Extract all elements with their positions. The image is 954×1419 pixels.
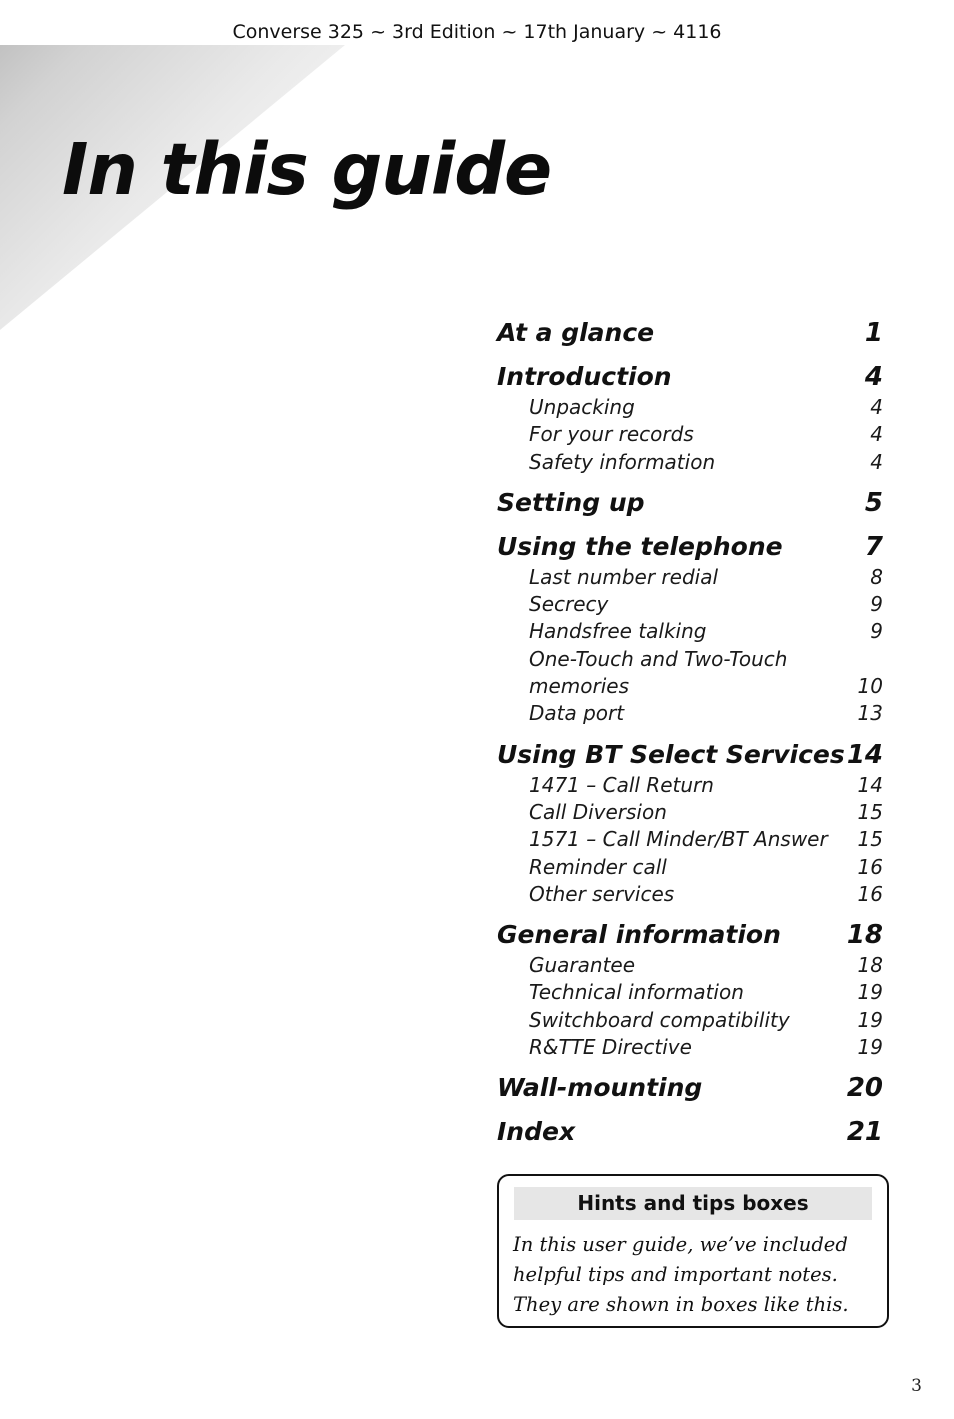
hints-tips-line: In this user guide, we’ve included [513,1233,848,1256]
toc-chapter-page: 20 [846,1073,883,1104]
toc-subentry-label: 1571 – Call Minder/BT Answer [529,827,828,852]
page-title: In this guide [62,128,552,211]
toc-chapter-title: General information [497,920,781,950]
toc-subentry-label: Safety information [529,449,716,474]
toc-chapter-entry[interactable] [497,530,887,564]
toc-subentry-label: Other services [529,881,675,906]
toc-subentry-page: 13 [857,701,883,726]
toc-subentry-label: 1471 – Call Return [529,772,714,797]
toc-chapter-title: Introduction [497,362,672,391]
toc-chapter-title: At a glance [497,318,655,347]
toc-subentry-label: Call Diversion [529,799,667,824]
table-of-contents [497,316,887,1159]
toc-section [497,738,887,908]
document-header: Converse 325 ~ 3rd Edition ~ 17th January ~ 4116 [232,21,722,43]
toc-chapter-title: Setting up [497,487,645,517]
toc-subentry-page: 4 [870,449,883,474]
toc-subentry[interactable] [497,449,887,476]
toc-chapter-page: 21 [846,1117,883,1148]
toc-subentry-label: Unpacking [529,395,635,419]
hints-tips-title: Hints and tips boxes [514,1187,872,1220]
toc-chapter-title: Index [497,1117,576,1147]
toc-subentry[interactable] [497,826,887,853]
toc-subentry[interactable] [497,618,887,645]
toc-subentry-page: 14 [857,772,883,797]
toc-chapter-entry[interactable] [497,1071,887,1105]
toc-subentry-page: 8 [870,564,883,589]
toc-chapter-entry[interactable] [497,486,887,520]
toc-subentry-label: memories [529,674,630,699]
page-number: 3 [911,1376,922,1396]
toc-chapter-page: 18 [846,920,883,951]
toc-subentry-label: Guarantee [529,953,636,978]
toc-subentry-page: 9 [870,619,883,644]
toc-subentry[interactable] [497,799,887,826]
toc-subentry[interactable] [497,772,887,799]
toc-chapter-title: Wall-mounting [497,1073,703,1103]
toc-chapter-entry[interactable] [497,738,887,772]
toc-subentry[interactable] [497,854,887,881]
toc-section [497,918,887,1061]
hints-tips-line: They are shown in boxes like this. [513,1293,849,1316]
toc-subentry-page: 19 [857,1035,883,1060]
toc-subentry[interactable] [497,1007,887,1034]
toc-subentry-label: Last number redial [529,564,719,589]
toc-section [497,1115,887,1149]
toc-subentry-page: 4 [870,422,883,447]
toc-section [497,1071,887,1105]
toc-subentry[interactable] [497,564,887,591]
toc-subentry-page: 15 [857,827,883,852]
toc-chapter-entry[interactable] [497,918,887,952]
toc-chapter-page: 7 [864,531,883,562]
toc-subentry[interactable] [497,673,887,700]
toc-subentry-label: For your records [529,422,694,447]
toc-subentry[interactable] [497,646,887,673]
toc-subentry[interactable] [497,881,887,908]
toc-subentry-label: Handsfree talking [529,619,707,644]
toc-chapter-page: 14 [846,739,883,770]
toc-subentry-page: 19 [857,1007,883,1032]
toc-subentry[interactable] [497,979,887,1006]
toc-chapter-page: 1 [864,318,883,348]
toc-chapter-page: 5 [864,487,883,518]
toc-subentry-page: 16 [857,881,883,906]
toc-section [497,316,887,350]
toc-subentry-label: One-Touch and Two-Touch [529,646,788,671]
toc-subentry-label: Switchboard compatibility [529,1007,790,1032]
toc-section [497,530,887,728]
toc-subentry-label: Secrecy [529,592,609,617]
toc-chapter-entry[interactable] [497,360,887,394]
hints-tips-text [513,1230,873,1320]
hints-tips-line: helpful tips and important notes. [513,1263,838,1286]
toc-subentry-page: 10 [857,674,883,699]
toc-chapter-entry[interactable] [497,1115,887,1149]
toc-subentry-page: 4 [870,395,883,419]
toc-chapter-title: Using the telephone [497,531,783,561]
toc-subentry[interactable] [497,421,887,448]
toc-subentry[interactable] [497,952,887,979]
toc-subentry-page: 19 [857,980,883,1005]
toc-subentry[interactable] [497,700,887,727]
toc-subentry[interactable] [497,591,887,618]
toc-subentry-label: Data port [529,701,625,726]
toc-subentry[interactable] [497,1034,887,1061]
toc-subentry-label: Technical information [529,980,744,1005]
toc-chapter-entry[interactable] [497,316,887,350]
hints-tips-box [497,1174,889,1328]
toc-chapter-title: Using BT Select Services [497,739,845,769]
toc-subentry-page: 15 [857,799,883,824]
toc-section [497,360,887,476]
toc-subentry-page: 9 [870,592,883,617]
toc-subentry-label: Reminder call [529,854,667,879]
toc-subentry-page: 16 [857,854,883,879]
toc-subentry[interactable] [497,394,887,421]
toc-subentry-label: R&TTE Directive [529,1035,692,1060]
toc-subentry-page: 18 [857,953,883,978]
toc-section [497,486,887,520]
toc-chapter-page: 4 [864,362,883,392]
